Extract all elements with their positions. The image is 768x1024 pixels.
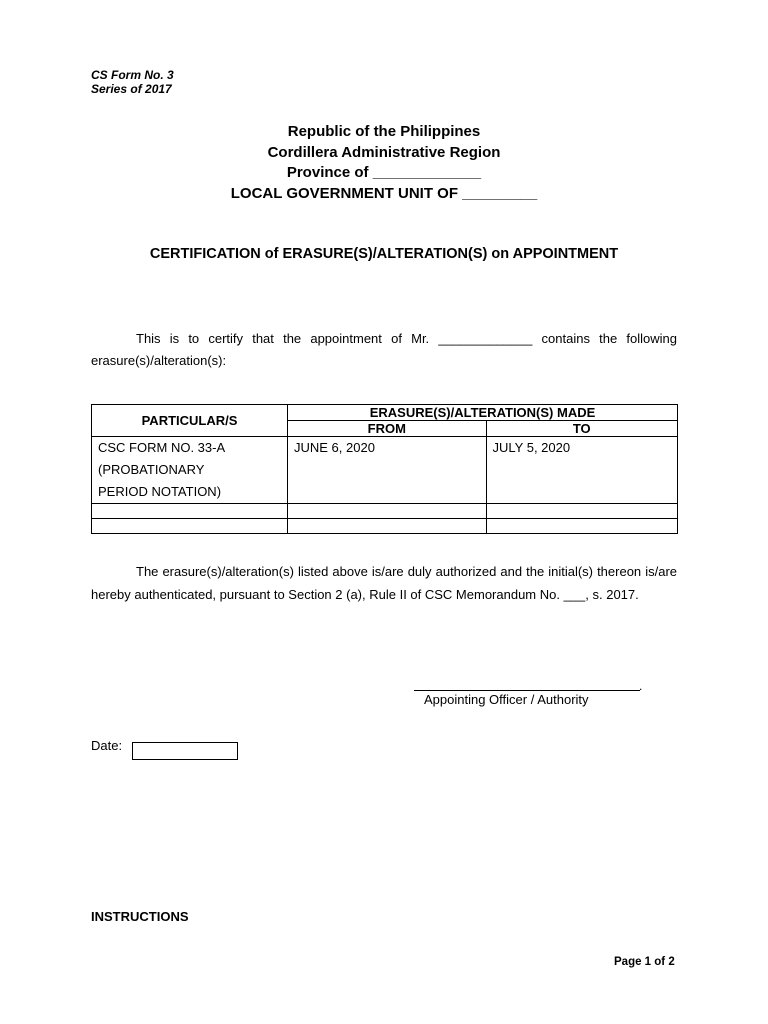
particular-line: PERIOD NOTATION) (98, 484, 222, 499)
erasures-table (91, 404, 678, 534)
instructions-heading: INSTRUCTIONS (91, 909, 189, 924)
form-series: Series of 2017 (91, 82, 172, 96)
table-row-empty (92, 519, 678, 534)
header-country: Republic of the Philippines (287, 123, 481, 140)
cell-from: JUNE 6, 2020 (288, 437, 487, 504)
form-number: CS Form No. 3 (91, 68, 174, 82)
certify-paragraph-text: This is to certify that the appointment of Mr. _____________ contains the following erasure(s)/alteration(s): (91, 331, 677, 368)
header-from: FROM (288, 421, 487, 437)
authentication-paragraph-text: The erasure(s)/alteration(s) listed above is/are duly authorized and the initial(s) thereon is/are hereby authenticated, pursuant to Section 2 (a), Rule II of CSC Memorandum No. ___, s. 2017. (91, 564, 677, 602)
cell-particular (92, 437, 288, 504)
header-erasures-made: ERASURE(S)/ALTERATION(S) MADE (288, 405, 678, 421)
form-identifier (91, 68, 174, 96)
certification-title: CERTIFICATION of ERASURE(S)/ALTERATION(S) on APPOINTMENT (149, 246, 619, 262)
header-region: Cordillera Administrative Region (267, 143, 501, 161)
empty-cell (92, 519, 288, 534)
signature-label: Appointing Officer / Authority (424, 692, 589, 707)
table-row-empty (92, 504, 678, 519)
header-lgu: LOCAL GOVERNMENT UNIT OF _________ (230, 184, 538, 202)
authentication-paragraph (91, 560, 677, 606)
document-header (0, 122, 768, 204)
header-to: TO (486, 421, 677, 437)
signature-line-end: . (639, 679, 643, 693)
date-label: Date: (91, 738, 123, 753)
particular-line: (PROBATIONARY (98, 462, 205, 477)
certify-paragraph (91, 328, 677, 372)
empty-cell (486, 504, 677, 519)
table-row (92, 437, 678, 504)
date-field[interactable] (132, 742, 238, 760)
particular-line: CSC FORM NO. 33-A (98, 440, 226, 455)
empty-cell (92, 504, 288, 519)
header-particulars: PARTICULAR/S (92, 405, 288, 437)
page-number: Page 1 of 2 (614, 956, 675, 968)
empty-cell (288, 519, 487, 534)
signature-line (414, 690, 640, 691)
table-header-row (92, 405, 678, 421)
header-province: Province of _____________ (286, 164, 482, 181)
empty-cell (486, 519, 677, 534)
cell-to: JULY 5, 2020 (486, 437, 677, 504)
empty-cell (288, 504, 487, 519)
